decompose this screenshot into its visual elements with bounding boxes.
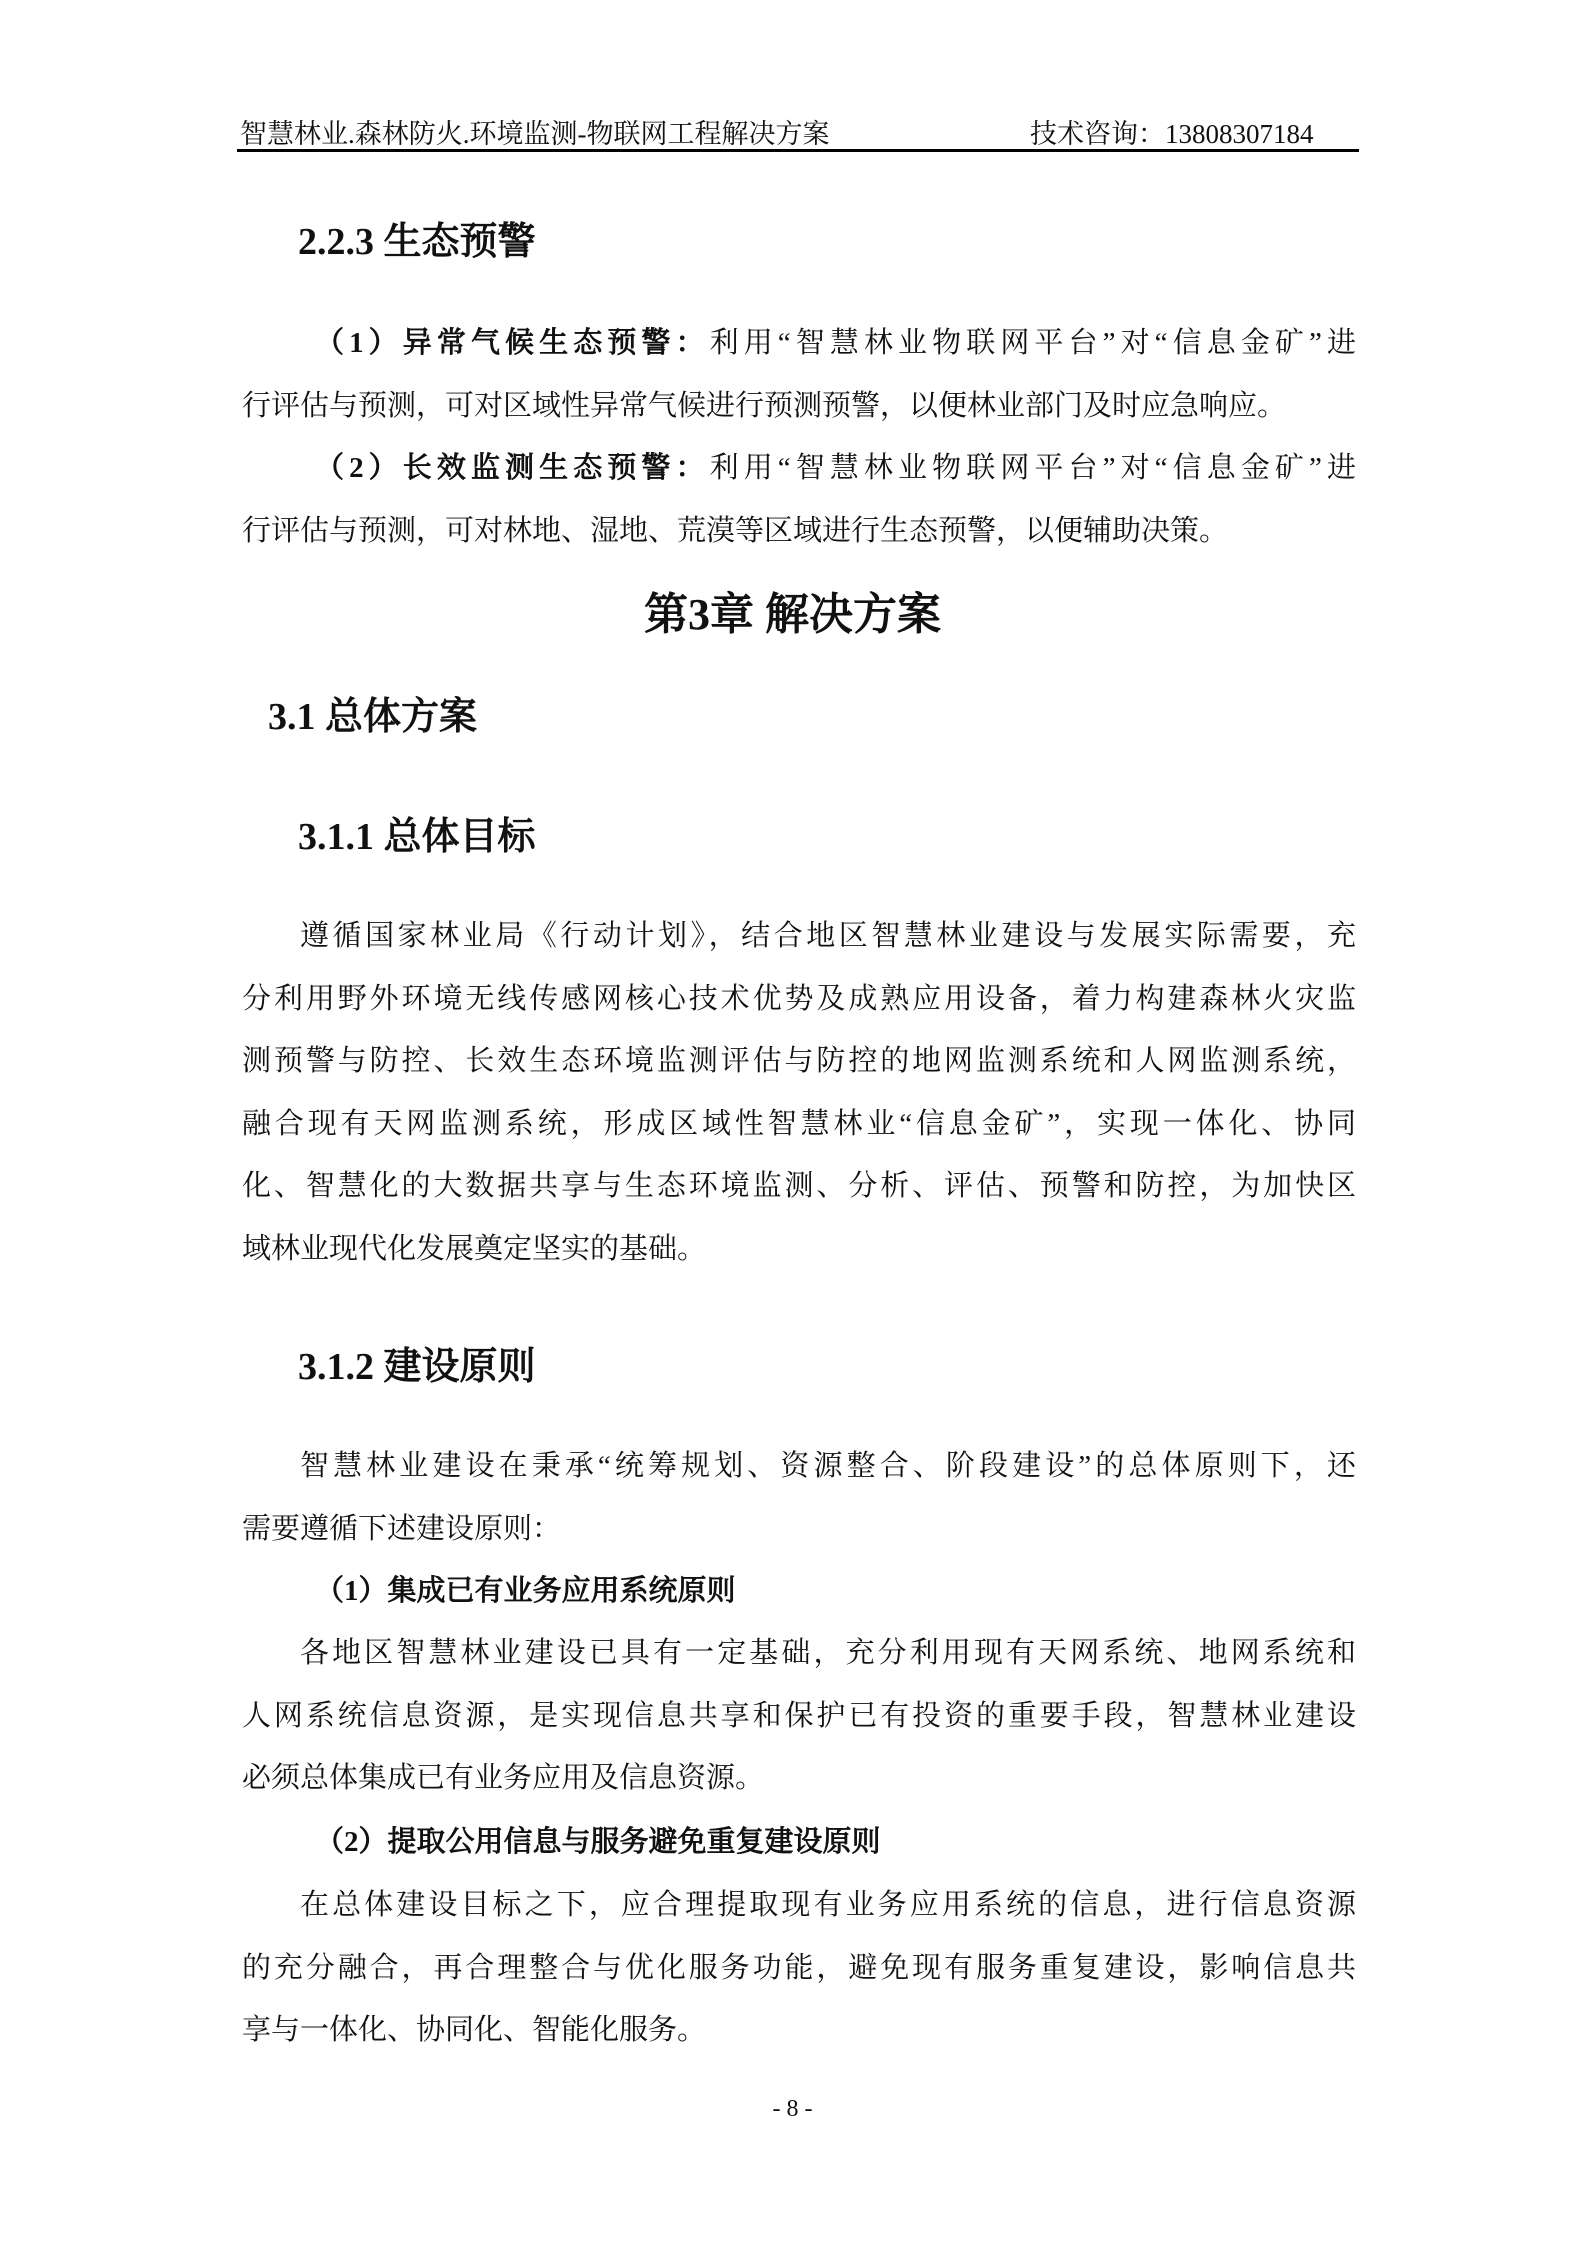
paragraph-line: 的充分融合，再合理整合与优化服务功能，避免现有服务重复建设，影响信息共 xyxy=(242,1951,1356,1984)
paragraph-line: 行评估与预测，可对区域性异常气候进行预测预警，以便林业部门及时应急响应。 xyxy=(242,390,1287,422)
paragraph-line: 行评估与预测，可对林地、湿地、荒漠等区域进行生态预警，以便辅助决策。 xyxy=(242,515,1229,547)
section-heading-3-1-2: 3.1.2 建设原则 xyxy=(298,1346,536,1388)
paragraph-line: 遵循国家林业局《行动计划》，结合地区智慧林业建设与发展实际需要，充 xyxy=(300,920,1356,952)
paragraph-line: 人网系统信息资源，是实现信息共享和保护已有投资的重要手段，智慧林业建设 xyxy=(242,1699,1356,1732)
paragraph-line: 分利用野外环境无线传感网核心技术优势及成熟应用设备，着力构建森林火灾监 xyxy=(242,982,1356,1015)
header-title: 智慧林业.森林防火.环境监测-物联网工程解决方案 xyxy=(240,119,830,149)
paragraph-line: 在总体建设目标之下，应合理提取现有业务应用系统的信息，进行信息资源 xyxy=(300,1889,1356,1921)
paragraph-line: 域林业现代化发展奠定坚实的基础。 xyxy=(242,1232,707,1265)
chapter-title: 第3章 解决方案 xyxy=(644,590,941,639)
paragraph-line: 智慧林业建设在秉承“统筹规划、资源整合、阶段建设”的总体原则下，还 xyxy=(300,1450,1356,1482)
section-heading-3-1: 3.1 总体方案 xyxy=(268,696,478,738)
principle-heading: （1）集成已有业务应用系统原则 xyxy=(315,1575,736,1607)
paragraph-line: 测预警与防控、长效生态环境监测评估与防控的地网监测系统和人网监测系统， xyxy=(242,1045,1356,1077)
text: 利用“智慧林业物联网平台”对“信息金矿”进 xyxy=(709,452,1356,484)
paragraph-line xyxy=(315,448,1356,488)
text: 利用“智慧林业物联网平台”对“信息金矿”进 xyxy=(709,327,1356,359)
paragraph-line: 享与一体化、协同化、智能化服务。 xyxy=(242,2014,707,2046)
paragraph-line: 化、智慧化的大数据共享与生态环境监测、分析、评估、预警和防控，为加快区 xyxy=(242,1170,1356,1202)
section-heading-2-2-3: 2.2.3 生态预警 xyxy=(298,221,536,263)
principle-1 xyxy=(315,1571,1429,1611)
paragraph-line: 各地区智慧林业建设已具有一定基础，充分利用现有天网系统、地网系统和 xyxy=(300,1637,1356,1669)
paragraph-line xyxy=(315,323,1356,363)
paragraph-line: 融合现有天网监测系统，形成区域性智慧林业“信息金矿”，实现一体化、协同 xyxy=(242,1107,1356,1140)
principle-2 xyxy=(315,1822,1429,1862)
principle-heading: （2）提取公用信息与服务避免重复建设原则 xyxy=(315,1826,881,1858)
bold-label: （2）长效监测生态预警： xyxy=(315,452,710,484)
header-contact: 技术咨询：13808307184 xyxy=(1030,119,1314,149)
page-number: - 8 - xyxy=(772,2096,813,2122)
paragraph-line: 需要遵循下述建设原则： xyxy=(242,1512,562,1545)
section-heading-3-1-1: 3.1.1 总体目标 xyxy=(298,816,536,858)
paragraph-line: 必须总体集成已有业务应用及信息资源。 xyxy=(242,1762,765,1794)
bold-label: （1）异常气候生态预警： xyxy=(315,327,710,359)
header-divider xyxy=(237,149,1359,152)
